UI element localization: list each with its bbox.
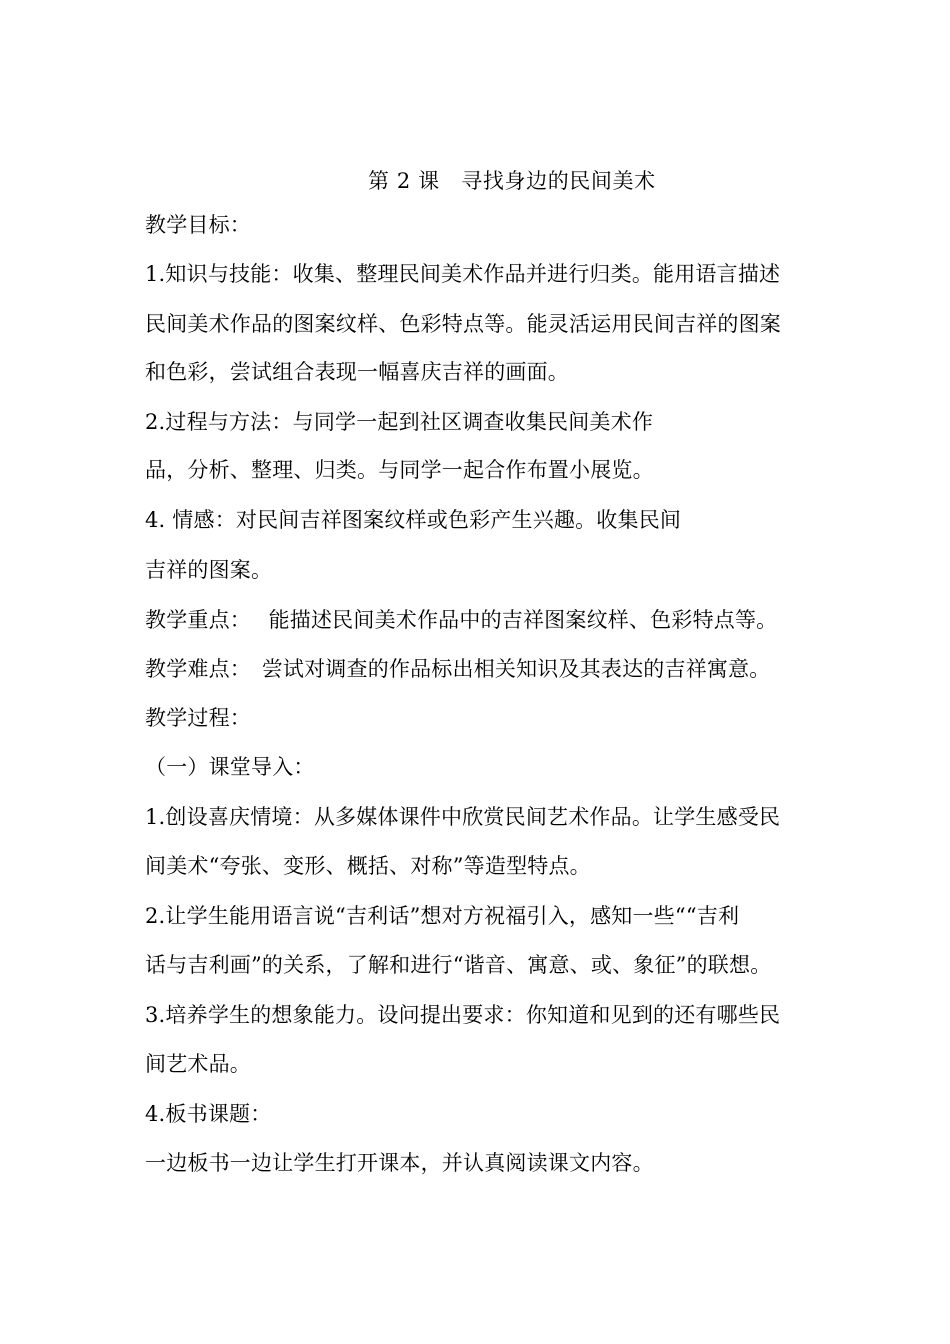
key-points: 教学重点： 能描述民间美术作品中的吉祥图案纹样、色彩特点等。 <box>145 608 778 632</box>
text-line: 间艺术品。 <box>145 1052 251 1076</box>
heading-process: 教学过程： <box>145 706 251 730</box>
text-line: 1.创设喜庆情境：从多媒体课件中欣赏民间艺术作品。让学生感受民 <box>145 805 781 829</box>
text-line: 品，分析、整理、归类。与同学一起合作布置小展览。 <box>145 458 654 482</box>
text-line: 1.知识与技能：收集、整理民间美术作品并进行归类。能用语言描述 <box>145 262 781 286</box>
text-line: 4. 情感：对民间吉祥图案纹样或色彩产生兴趣。收集民间 <box>145 508 682 532</box>
text-line: 2.过程与方法：与同学一起到社区调查收集民间美术作 <box>145 410 654 434</box>
section-intro-heading: （一）课堂导入： <box>145 755 315 779</box>
text-line: 间美术“夸张、变形、概括、对称”等造型特点。 <box>145 854 591 878</box>
lesson-title: 第 2 课 寻找身边的民间美术 <box>368 169 656 193</box>
text-line: 民间美术作品的图案纹样、色彩特点等。能灵活运用民间吉祥的图案 <box>145 312 781 336</box>
text-line: 2.让学生能用语言说“吉利话”想对方祝福引入，感知一些““吉利 <box>145 904 740 928</box>
text-line: 吉祥的图案。 <box>145 558 273 582</box>
text-line: 3.培养学生的想象能力。设问提出要求：你知道和见到的还有哪些民 <box>145 1003 781 1027</box>
text-line: 话与吉利画”的关系，了解和进行“谐音、寓意、或、象征”的联想。 <box>145 953 772 977</box>
text-line: 和色彩，尝试组合表现一幅喜庆吉祥的画面。 <box>145 360 569 384</box>
heading-objectives: 教学目标： <box>145 213 251 237</box>
text-line: 一边板书一边让学生打开课本，并认真阅读课文内容。 <box>145 1151 654 1175</box>
text-line: 4.板书课题： <box>145 1102 272 1126</box>
difficult-points: 教学难点： 尝试对调查的作品标出相关知识及其表达的吉祥寓意。 <box>145 657 771 681</box>
